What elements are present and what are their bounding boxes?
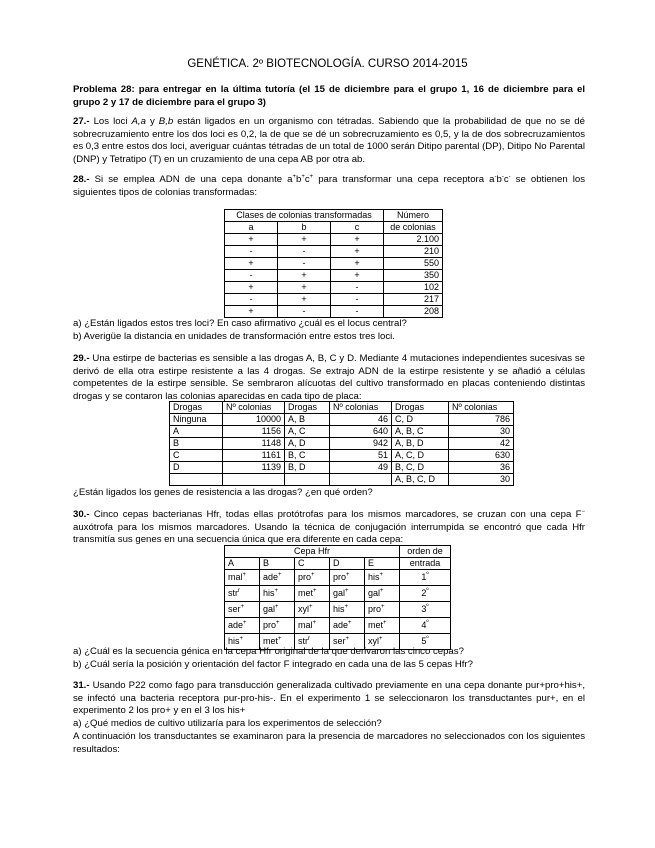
col-hfr-d: D: [330, 558, 365, 570]
cell: [400, 570, 451, 586]
cell: -: [331, 294, 384, 306]
table-row: [170, 462, 514, 474]
gene: ser: [333, 636, 346, 646]
gene: his: [368, 572, 380, 582]
sup-1: +: [292, 174, 296, 180]
gene-sup: +: [274, 588, 279, 594]
table-row: [225, 570, 451, 586]
sup-3: +: [309, 174, 314, 180]
problem-28-text-2: para transformar una cepa receptora a: [313, 174, 495, 185]
col-hfr-a: A: [225, 558, 260, 570]
cell: [400, 618, 451, 634]
gene: mal: [228, 572, 243, 582]
order-sup: º: [426, 636, 429, 642]
gene-sup: +: [348, 620, 352, 626]
cell: [260, 618, 295, 634]
gene-sup: +: [309, 604, 313, 610]
table-row: [170, 426, 514, 438]
gene-sup: +: [276, 620, 280, 626]
table-row: [170, 450, 514, 462]
cell: [295, 570, 330, 586]
cell: D: [170, 462, 223, 474]
gene: gal: [333, 588, 346, 598]
cell: B: [170, 438, 223, 450]
cell: +: [331, 258, 384, 270]
table-row: [225, 586, 451, 602]
cell: [400, 586, 451, 602]
table-row: [225, 234, 443, 246]
drug-table: [169, 401, 514, 486]
order-sup: º: [426, 620, 429, 626]
cell: 640: [330, 426, 392, 438]
table-row: [225, 258, 443, 270]
gene: str: [228, 588, 238, 598]
gene: met: [368, 620, 384, 630]
cell: 217: [384, 294, 443, 306]
cell: 46: [330, 414, 392, 426]
gene-sup: +: [381, 604, 385, 610]
sup-5: -: [501, 174, 504, 180]
cell: A, B, C, D: [392, 474, 449, 486]
cell: A, B, C: [392, 426, 449, 438]
problem-30: [73, 509, 585, 547]
locus-b: B,b: [158, 116, 174, 127]
table-row: [225, 246, 443, 258]
gene-sup: +: [278, 636, 282, 642]
gene-sup: r: [238, 588, 240, 594]
gene: pro: [263, 620, 277, 630]
cell: [400, 602, 451, 618]
cell: +: [331, 234, 384, 246]
cell: +: [278, 270, 331, 282]
cell: 2.100: [384, 234, 443, 246]
cell: [225, 602, 260, 618]
cell: [295, 618, 330, 634]
gene-b-donor: b: [295, 174, 302, 185]
problem-28-header: Problema 28: para entregar en la última tutoría (el 15 de diciembre para el grupo 1, 16 de diciembre para el grupo 2 y 17 de diciembre para el grupo 3): [73, 84, 585, 108]
col-hfr-b: B: [260, 558, 295, 570]
problem-28: [73, 174, 585, 199]
cell: 30: [449, 426, 514, 438]
problem-29-number: 29.-: [73, 353, 90, 364]
problem-31-continuation: A continuación los transductantes se examinaron para la presencia de marcadores no seleccionados con los siguientes resultados:: [73, 731, 585, 755]
cell: -: [331, 306, 384, 318]
table-header-number: Número: [384, 210, 443, 222]
cell: [330, 570, 365, 586]
gene: ser: [228, 604, 241, 614]
problem-28-question-b: b) Averigüe la distancia en unidades de transformación entre estos tres loci.: [73, 331, 395, 342]
cell: -: [225, 246, 278, 258]
gene: his: [333, 604, 345, 614]
hfr-group-header: Cepa Hfr: [225, 546, 400, 558]
cell: 786: [449, 414, 514, 426]
gene-sup: +: [345, 588, 349, 594]
cell: 36: [449, 462, 514, 474]
cell: [170, 474, 223, 486]
gene: pro: [368, 604, 382, 614]
cell: [295, 586, 330, 602]
table-row: [170, 438, 514, 450]
problem-29-question: ¿Están ligados los genes de resistencia a las drogas? ¿en qué orden?: [73, 487, 373, 498]
order-header-2: entrada: [400, 558, 451, 570]
problem-30-text-2: auxótrofa para los mismos marcadores. Usando la técnica de conjugación interrumpida se encontró que cada Hfr transmitía sus genes en una secuencia única que era diferente en cada cepa:: [73, 521, 585, 546]
cell: B, D: [285, 462, 330, 474]
header-drugs-2: Drogas: [285, 402, 330, 414]
order-sup: º: [426, 604, 429, 610]
cell: +: [331, 270, 384, 282]
problem-29-text: Una estirpe de bacterias es sensible a las drogas A, B, C y D. Mediante 4 mutaciones independientes sucesivas se derivó de ella otra estirpe resistente a las 4 drogas. Se extrajo ADN de la estirpe resistente y se añadió a células competentes de la estirpe sensible. Se sembraron alícuotas del cultivo transformado en placas conteniendo distintas drogas y se contaron las colonias aparecidas en cada tipo de placa:: [73, 353, 585, 402]
cell: [330, 618, 365, 634]
cell: [260, 570, 295, 586]
problem-31-text: Usando P22 como fago para transducción generalizada cultivado previamente en una cepa donante pur+pro+his+, se infectó una bacteria receptora pur-pro-his-. En el experimento 1 se seleccionaron los transductantes pur+, en el experimento 2 los pro+ y en el 3 los his+: [73, 680, 585, 717]
header-colonies-2: Nº colonias: [330, 402, 392, 414]
gene: met: [298, 588, 314, 598]
cell: A, D: [285, 438, 330, 450]
problem-28-text-1: Si se emplea ADN de una cepa donante a: [89, 174, 293, 185]
cell: A, C: [285, 426, 330, 438]
cell: [295, 602, 330, 618]
col-hfr-c: C: [295, 558, 330, 570]
gene: pro: [333, 572, 347, 582]
cell: +: [331, 246, 384, 258]
table-header-classes: Clases de colonias transformadas: [225, 210, 384, 222]
cell: 630: [449, 450, 514, 462]
problem-30-question-b: b) ¿Cuál sería la posición y orientación del factor F integrado en cada una de las 5 cepas Hfr?: [73, 659, 473, 670]
gene-sup: +: [239, 636, 244, 642]
problem-27: [73, 116, 585, 166]
header-drugs-3: Drogas: [392, 402, 449, 414]
header-drugs-1: Drogas: [170, 402, 223, 414]
col-count: de colonias: [384, 222, 443, 234]
gene-sup: +: [243, 620, 247, 626]
cell: 550: [384, 258, 443, 270]
gene-sup: +: [344, 604, 349, 610]
cell: -: [225, 294, 278, 306]
cell: 30: [449, 474, 514, 486]
cell: +: [278, 234, 331, 246]
cell: A, B: [285, 414, 330, 426]
order-number: 1: [421, 572, 427, 582]
cell: [225, 570, 260, 586]
table-row: [225, 294, 443, 306]
problem-31-number: 31.-: [73, 680, 90, 691]
cell: +: [225, 306, 278, 318]
cell: [365, 586, 400, 602]
cell: -: [278, 306, 331, 318]
f-minus-sup: −: [581, 509, 585, 515]
gene: gal: [368, 588, 381, 598]
gene: mal: [298, 620, 313, 630]
table-row: [225, 270, 443, 282]
gene-sup: +: [240, 604, 245, 610]
cell: [285, 474, 330, 486]
cell: A, C, D: [392, 450, 449, 462]
order-number: 2: [421, 588, 427, 598]
gene: ade: [333, 620, 349, 630]
cell: B, C: [285, 450, 330, 462]
problem-30-number: 30.-: [73, 509, 90, 520]
gene: pro: [298, 572, 312, 582]
cell: [225, 618, 260, 634]
problem-27-number: 27.-: [73, 116, 90, 127]
col-a: a: [225, 222, 278, 234]
cell: A, B, D: [392, 438, 449, 450]
cell: +: [225, 258, 278, 270]
transformation-table: [224, 209, 443, 318]
order-number: 3: [421, 604, 427, 614]
gene-sup: +: [275, 604, 279, 610]
gene: str: [298, 636, 308, 646]
cell: [223, 474, 285, 486]
gene-sup: +: [383, 620, 387, 626]
gene-sup: +: [312, 620, 317, 626]
cell: 942: [330, 438, 392, 450]
col-b: b: [278, 222, 331, 234]
table-row: [225, 618, 451, 634]
sup-4: -: [494, 174, 497, 180]
gene-c-donor: c: [304, 174, 310, 185]
cell: C: [170, 450, 223, 462]
table-row: [225, 602, 451, 618]
gene: gal: [263, 604, 276, 614]
problem-28-question-a: a) ¿Están ligados estos tres loci? En caso afirmativo ¿cuál es el locus central?: [73, 318, 407, 329]
cell: 42: [449, 438, 514, 450]
gene-sup: r: [308, 636, 310, 642]
cell: +: [225, 234, 278, 246]
cell: B, C, D: [392, 462, 449, 474]
cell: [330, 586, 365, 602]
problem-27-text-3: están ligados en un organismo con tétradas. Sabiendo que la probabilidad de que no se dé sobrecruzamiento entre los dos loci es 0,2, la de que se dé un sobrecruzamiento es 0,5, y la de dos sobrecruzamientos es 0,3 entre estos dos loci, averiguar cuántas tétradas de un total de 1000 serán Ditipo parental (DP), Ditipo No Parental (DNP) y Tetratipo (T) en un cruzamiento de una cepa AB por otra ab.: [73, 116, 585, 165]
problem-28-text-3: se obtienen los siguientes tipos de colonias transformadas:: [73, 174, 586, 198]
cell: 350: [384, 270, 443, 282]
order-header-1: orden de: [400, 546, 451, 558]
problem-31: [73, 680, 585, 718]
table-row: [225, 282, 443, 294]
cell: 210: [384, 246, 443, 258]
order-number: 4: [421, 620, 427, 630]
gene-sup: +: [380, 588, 384, 594]
cell: [330, 474, 392, 486]
cell: 1148: [223, 438, 285, 450]
order-sup: º: [426, 588, 429, 594]
cell: 1139: [223, 462, 285, 474]
sup-2: +: [301, 174, 305, 180]
cell: Ninguna: [170, 414, 223, 426]
gene-sup: +: [278, 572, 282, 578]
problem-27-text-1: Los loci: [89, 116, 132, 127]
col-hfr-e: E: [365, 558, 400, 570]
problem-28-number: 28.-: [73, 174, 90, 185]
cell: 49: [330, 462, 392, 474]
cell: -: [278, 258, 331, 270]
document-title: GENÉTICA. 2º BIOTECNOLOGÍA. CURSO 2014-2015: [187, 58, 468, 70]
cell: 102: [384, 282, 443, 294]
problem-29: [73, 353, 585, 403]
gene-sup: +: [313, 588, 317, 594]
gene-sup: +: [379, 636, 383, 642]
cell: +: [278, 282, 331, 294]
gene-sup: +: [379, 572, 384, 578]
problem-27-text-2: y: [145, 116, 159, 127]
gene-sup: +: [346, 572, 350, 578]
cell: [260, 586, 295, 602]
header-colonies-1: Nº colonias: [223, 402, 285, 414]
gene-b-recipient: b: [496, 174, 502, 185]
gene-sup: +: [345, 636, 350, 642]
cell: [365, 618, 400, 634]
gene-c-recipient: c: [503, 174, 509, 185]
cell: [260, 602, 295, 618]
cell: -: [225, 270, 278, 282]
table-row: [170, 414, 514, 426]
sup-6: -: [508, 174, 511, 180]
cell: 1156: [223, 426, 285, 438]
gene: xyl: [298, 604, 309, 614]
locus-a: A,a: [131, 116, 146, 127]
col-c: c: [331, 222, 384, 234]
gene: his: [263, 588, 275, 598]
order-number: 5: [421, 636, 427, 646]
gene: his: [228, 636, 240, 646]
cell: [365, 570, 400, 586]
gene-sup: +: [311, 572, 315, 578]
cell: +: [225, 282, 278, 294]
table-row: [170, 474, 514, 486]
order-sup: º: [426, 572, 429, 578]
cell: 1161: [223, 450, 285, 462]
cell: A: [170, 426, 223, 438]
cell: +: [278, 294, 331, 306]
cell: 10000: [223, 414, 285, 426]
header-colonies-3: Nº colonias: [449, 402, 514, 414]
cell: 208: [384, 306, 443, 318]
cell: [225, 586, 260, 602]
cell: [330, 602, 365, 618]
problem-31-question-a: a) ¿Qué medios de cultivo utilizaría para los experimentos de selección?: [73, 718, 382, 729]
cell: [365, 602, 400, 618]
cell: C, D: [392, 414, 449, 426]
gene: xyl: [368, 636, 379, 646]
gene: ade: [228, 620, 244, 630]
cell: -: [331, 282, 384, 294]
problem-30-question-a: a) ¿Cuál es la secuencia génica en la cepa Hfr original de la que derivaron las cinco cepas?: [73, 646, 464, 657]
problem-30-text-1: Cinco cepas bacterianas Hfr, todas ellas protótrofas para los mismos marcadores, se cruzan con una cepa F: [89, 509, 582, 520]
gene-sup: +: [242, 572, 247, 578]
gene: met: [263, 636, 279, 646]
cell: 51: [330, 450, 392, 462]
table-row: [225, 306, 443, 318]
gene: ade: [263, 572, 279, 582]
cell: -: [278, 246, 331, 258]
hfr-table: [224, 545, 451, 650]
